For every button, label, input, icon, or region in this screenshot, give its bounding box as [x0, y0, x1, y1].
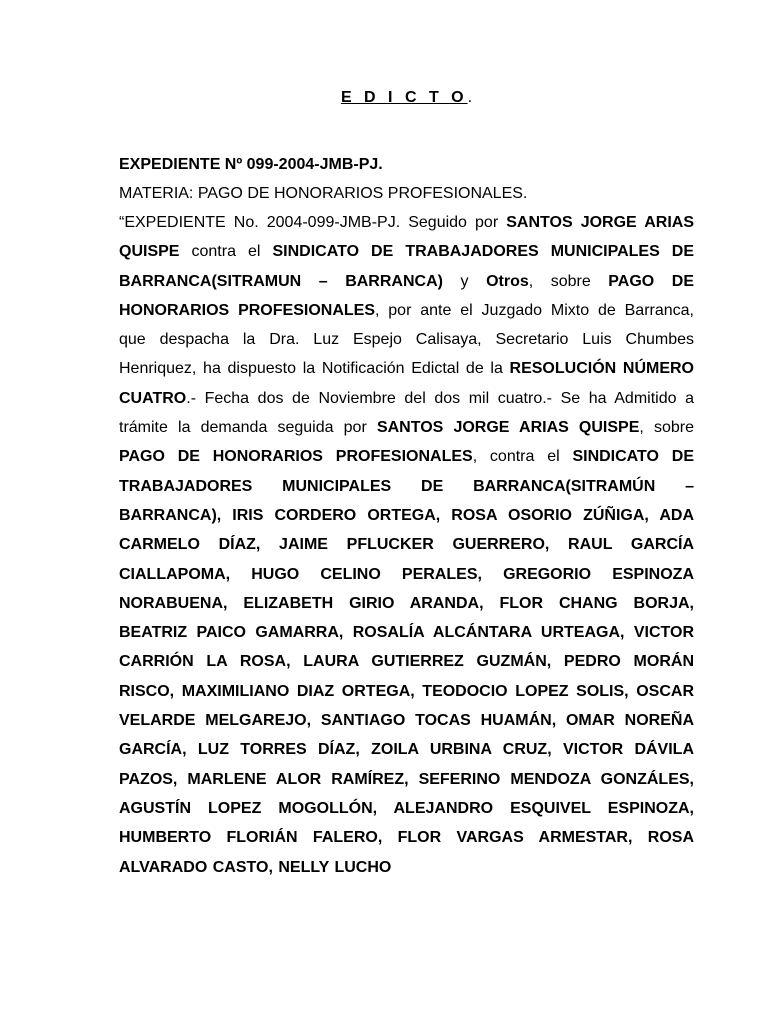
- body-bold-segment: RESOLUCIÓN NÚMERO CUATRO: [119, 360, 694, 407]
- body-text-segment: , contra el: [472, 448, 573, 466]
- body-text-segment: , sobre: [639, 419, 695, 437]
- body-bold-segment: SINDICATO DE TRABAJADORES MUNICIPALES DE BARRANCA(SITRAMÚN – BARRANCA), IRIS CORDERO ORTEGA, ROSA OSORIO ZÚÑIGA, ADA CARMELO DÍAZ, JAIME PFLUCKER GUERRERO, RAUL GARCÍA CIALLAPOMA, HUGO CELINO PERALES, GREGORIO ESPINOZA NORABUENA, ELIZABETH GIRIO ARANDA, FLOR CHANG BORJA, BEATRIZ PAICO GAMARRA, ROSALÍA ALCÁNTARA URTEAGA, VICTOR CARRIÓN LA ROSA, LAURA GUTIERREZ GUZMÁN, PEDRO MORÁN RISCO, MAXIMILIANO DIAZ ORTEGA, TEODOCIO LOPEZ SOLIS, OSCAR VELARDE MELGAREJO, SANTIAGO TOCAS HUAMÁN, OMAR NOREÑA GARCÍA, LUZ TORRES DÍAZ, ZOILA URBINA CRUZ, VICTOR DÁVILA PAZOS, MARLENE ALOR RAMÍREZ, SEFERINO MENDOZA GONZÁLES, AGUSTÍN LOPEZ MOGOLLÓN, ALEJANDRO ESQUIVEL ESPINOZA, HUMBERTO FLORIÁN FALERO, FLOR VARGAS ARMESTAR, ROSA ALVARADO CASTO, NELLY LUCHO: [119, 448, 695, 876]
- body-text-segment: contra el: [179, 243, 273, 261]
- document-page: [119, 83, 694, 882]
- document-title: [119, 83, 694, 112]
- body-text-segment: “EXPEDIENTE No. 2004-099-JMB-PJ. Seguido por: [119, 214, 507, 231]
- body-bold-segment: Otros: [486, 272, 529, 290]
- body-bold-segment: PAGO DE HONORARIOS PROFESIONALES: [119, 448, 473, 466]
- body-bold-segment: SINDICATO DE TRABAJADORES MUNICIPALES DE BARRANCA(SITRAMUN – BARRANCA): [119, 243, 694, 290]
- expediente-line: EXPEDIENTE Nº 099-2004-JMB-PJ.: [119, 156, 383, 173]
- body-text-segment: .- Fecha dos de Noviembre del dos mil cuatro.- Se ha Admitido a trámite la demanda seguida por: [119, 389, 694, 437]
- body-bold-segment: SANTOS JORGE ARIAS QUISPE: [119, 214, 695, 261]
- body-bold-segment: PAGO DE HONORARIOS PROFESIONALES: [119, 272, 694, 319]
- title-period: .: [467, 89, 473, 106]
- body-bold-segment: SANTOS JORGE ARIAS QUISPE: [376, 419, 640, 437]
- title-text: E D I C T O: [340, 89, 468, 106]
- body-text-segment: y: [442, 272, 487, 290]
- body-paragraph: [119, 208, 694, 882]
- body-text-segment: , sobre: [528, 272, 609, 290]
- body-text-segment: , por ante el Juzgado Mixto de Barranca, que despacha la Dra. Luz Espejo Calisaya, Secretario Luis Chumbes Henriquez, ha dispuesto la Notificación Edictal de la: [119, 301, 694, 378]
- materia-line: MATERIA: PAGO DE HONORARIOS PROFESIONALES.: [119, 185, 528, 202]
